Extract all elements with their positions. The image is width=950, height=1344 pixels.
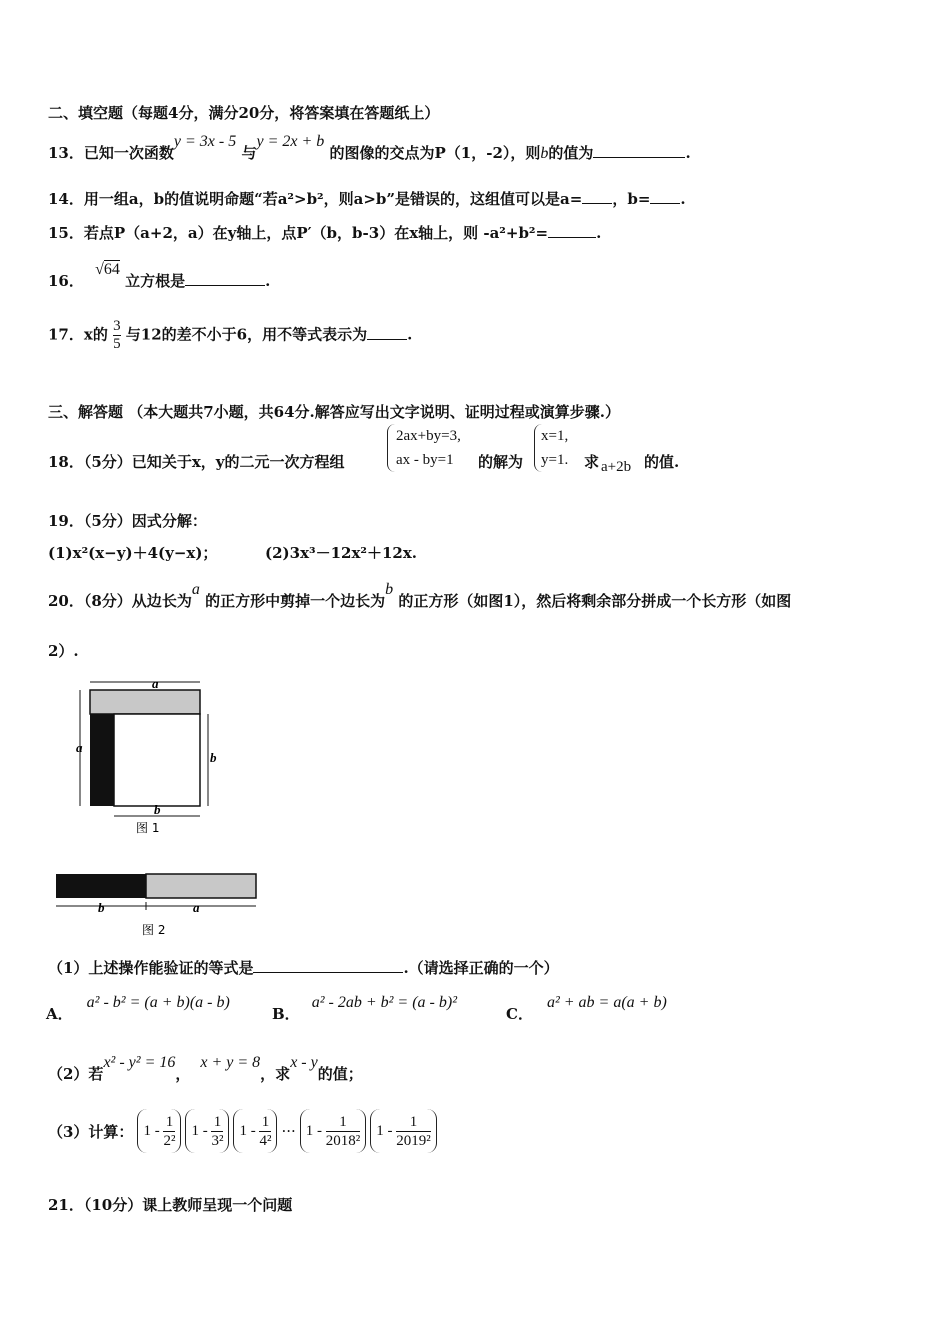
term4-fraction — [326, 1113, 361, 1150]
q13-text-1: 已知一次函数 — [83, 144, 174, 162]
fig1-label-a-top: a — [152, 676, 159, 691]
option-c-label: C． — [506, 1005, 533, 1023]
term2-den: 3² — [211, 1133, 224, 1150]
term5-num: 1 — [409, 1114, 418, 1131]
fig2-label-a: a — [193, 900, 200, 915]
q13-mid: 与 — [241, 144, 257, 162]
question-14 — [48, 188, 686, 209]
q19-text: （5分）因式分解： — [83, 512, 207, 530]
option-b[interactable] — [272, 994, 457, 1024]
q14-text: 用一组a，b的值说明命题“若a²>b²，则a>b”是错误的，这组值可以是a= — [83, 190, 583, 208]
q20-number: 20． — [48, 592, 84, 610]
q20-sub2-f2: x + y = 8 — [200, 1054, 261, 1071]
q20-text-4: 2）. — [48, 642, 79, 660]
fig1-top-strip — [90, 690, 200, 714]
question-15 — [48, 222, 601, 243]
term5-fraction — [396, 1113, 431, 1150]
fig2-gray-part — [146, 874, 256, 898]
product-term-3 — [233, 1109, 277, 1153]
fig2-label-b: b — [98, 900, 105, 915]
term5-one: 1 - — [376, 1123, 393, 1139]
q18-system — [387, 424, 461, 472]
q20-sub2-text: ，求 — [260, 1065, 291, 1083]
term2-one: 1 - — [191, 1123, 208, 1139]
q18-text-2: 的解为 — [478, 453, 524, 471]
q17-frac-den: 5 — [113, 336, 121, 352]
q20-text-2: 的正方形中剪掉一个边长为 — [205, 592, 386, 610]
q14-blank-b[interactable] — [650, 189, 680, 204]
q18-number: 18． — [48, 453, 84, 471]
q20-sub2-end: 的值； — [317, 1065, 363, 1083]
q19-number: 19． — [48, 512, 84, 530]
product-term-1 — [137, 1109, 181, 1153]
option-c[interactable] — [506, 994, 667, 1024]
fig1-left-strip — [90, 714, 114, 806]
q20-sub2-f1: x² - y² = 16 — [103, 1054, 176, 1071]
q18-expr: a+2b — [601, 459, 632, 475]
q16-number: 16． — [48, 272, 84, 290]
fig1-inner-square — [114, 714, 200, 806]
q18-solution — [534, 424, 568, 472]
product-term-5 — [370, 1109, 437, 1153]
q20-sub2-label: （2）若 — [48, 1065, 104, 1083]
q13-var: b — [540, 145, 549, 162]
q20-sub-1 — [48, 957, 559, 978]
q20-sub-3 — [48, 1109, 437, 1153]
term2-fraction — [211, 1113, 223, 1150]
fig1-caption: 图 1 — [136, 821, 160, 835]
fig1-label-b-right: b — [210, 750, 217, 765]
term1-one: 1 - — [143, 1123, 160, 1139]
q20-sub2-f3: x - y — [290, 1054, 318, 1071]
q19-part-2: (2)3x³－12x²＋12x. — [265, 544, 418, 562]
q14-mid: ，b= — [612, 190, 651, 208]
q20-sub1-end: .（请选择正确的一个） — [403, 959, 559, 977]
q14-number: 14． — [48, 190, 84, 208]
fig2-black-part — [56, 874, 146, 898]
q19-part-1: (1)x²(x−y)＋4(y−x)； — [48, 544, 218, 562]
product-term-2 — [185, 1109, 229, 1153]
q20-sub-2 — [48, 1054, 363, 1084]
product-ellipsis: ··· — [281, 1122, 296, 1140]
section-3-heading: 三、解答题 （本大题共7小题，共64分.解答应写出文字说明、证明过程或演算步骤.） — [48, 403, 620, 421]
q20-var-b: b — [385, 581, 394, 598]
q18-sol1: x=1, — [541, 428, 569, 444]
term4-den: 2018² — [325, 1133, 361, 1150]
q13-point: P（1，-2） — [434, 144, 511, 162]
term3-num: 1 — [261, 1114, 270, 1131]
question-16 — [48, 261, 271, 291]
product-term-4 — [300, 1109, 367, 1153]
term4-one: 1 - — [305, 1123, 323, 1139]
term3-den: 4² — [259, 1133, 272, 1150]
q15-end: . — [596, 224, 602, 242]
term2-num: 1 — [213, 1114, 222, 1131]
q13-answer-blank[interactable] — [593, 143, 685, 158]
question-18 — [48, 451, 344, 472]
q17-number: 17． — [48, 325, 84, 344]
q18-text-4: 的值. — [644, 453, 680, 471]
q16-answer-blank[interactable] — [185, 271, 265, 286]
question-13 — [48, 133, 691, 163]
q17-frac-num: 3 — [113, 318, 121, 334]
q17-fraction — [113, 318, 121, 353]
figure-1 — [70, 676, 230, 836]
q20-sub2-sep: ， — [175, 1065, 191, 1083]
q13-end: . — [685, 144, 691, 162]
question-20 — [48, 581, 792, 611]
q20-text-3: 的正方形（如图1），然后将剩余部分拼成一个长方形（如图 — [398, 592, 792, 610]
q15-number: 15． — [48, 224, 84, 242]
q18-eq2: ax - by=1 — [396, 452, 454, 468]
q17-text-2: 与12的差不小于6，用不等式表示为 — [125, 325, 368, 344]
q16-end: . — [265, 272, 271, 290]
q13-text-2: 的图像的交点为 — [329, 144, 435, 162]
q18-text-1: （5分）已知关于x，y的二元一次方程组 — [83, 453, 345, 471]
q20-text-1: （8分）从边长为 — [83, 592, 192, 610]
q17-answer-blank[interactable] — [367, 325, 407, 340]
q13-text-4: 的值为 — [548, 144, 594, 162]
q21-number: 21． — [48, 1196, 84, 1214]
q16-radical: √64 — [95, 261, 120, 278]
question-17 — [48, 318, 412, 353]
q15-text: 若点P（a+2，a）在y轴上，点P′（b，b-3）在x轴上，则 -a²+b²= — [83, 224, 549, 242]
q16-text: 立方根是 — [125, 272, 186, 290]
q20-var-a: a — [191, 581, 200, 598]
option-b-formula: a² - 2ab + b² = (a - b)² — [311, 994, 457, 1011]
q20-sub1-blank[interactable] — [253, 958, 403, 973]
fig1-label-a-left: a — [76, 740, 83, 755]
q18-eq1: 2ax+by=3, — [396, 428, 461, 444]
term1-den: 2² — [163, 1133, 176, 1150]
term1-fraction — [163, 1113, 175, 1150]
option-c-formula: a² + ab = a(a + b) — [546, 994, 667, 1011]
fig2-caption: 图 2 — [142, 923, 166, 937]
q17-end: . — [407, 325, 413, 344]
q14-end: . — [680, 190, 686, 208]
q13-function-1: y = 3x - 5 — [173, 133, 237, 150]
q20-sub1-text: （1）上述操作能验证的等式是 — [48, 959, 254, 977]
option-b-label: B． — [272, 1005, 300, 1023]
q14-blank-a[interactable] — [582, 189, 612, 204]
question-21 — [48, 1194, 292, 1215]
term4-num: 1 — [339, 1114, 347, 1131]
term5-den: 2019² — [396, 1133, 431, 1150]
q21-text: （10分）课上教师呈现一个问题 — [83, 1196, 293, 1214]
q17-text-1: x的 — [83, 325, 108, 344]
option-a[interactable] — [46, 994, 230, 1024]
q13-text-3: ，则 — [510, 144, 541, 162]
term3-one: 1 - — [239, 1123, 256, 1139]
q20-sub3-label: （3）计算： — [48, 1122, 134, 1141]
q13-number: 13． — [48, 144, 84, 162]
fig1-label-b-bottom: b — [154, 802, 161, 817]
question-19 — [48, 510, 207, 531]
section-2-heading: 二、填空题（每题4分，满分20分，将答案填在答题纸上） — [48, 104, 440, 122]
term1-num: 1 — [165, 1114, 174, 1131]
option-a-formula: a² - b² = (a + b)(a - b) — [86, 994, 230, 1011]
q15-answer-blank[interactable] — [548, 223, 596, 238]
figure-2 — [50, 866, 265, 941]
q13-function-2: y = 2x + b — [256, 133, 325, 150]
q18-text-3: 求 — [584, 453, 600, 471]
option-a-label: A． — [46, 1005, 73, 1023]
q18-sol2: y=1. — [541, 452, 569, 468]
q16-radicand: 64 — [103, 261, 120, 278]
term3-fraction — [259, 1113, 271, 1150]
